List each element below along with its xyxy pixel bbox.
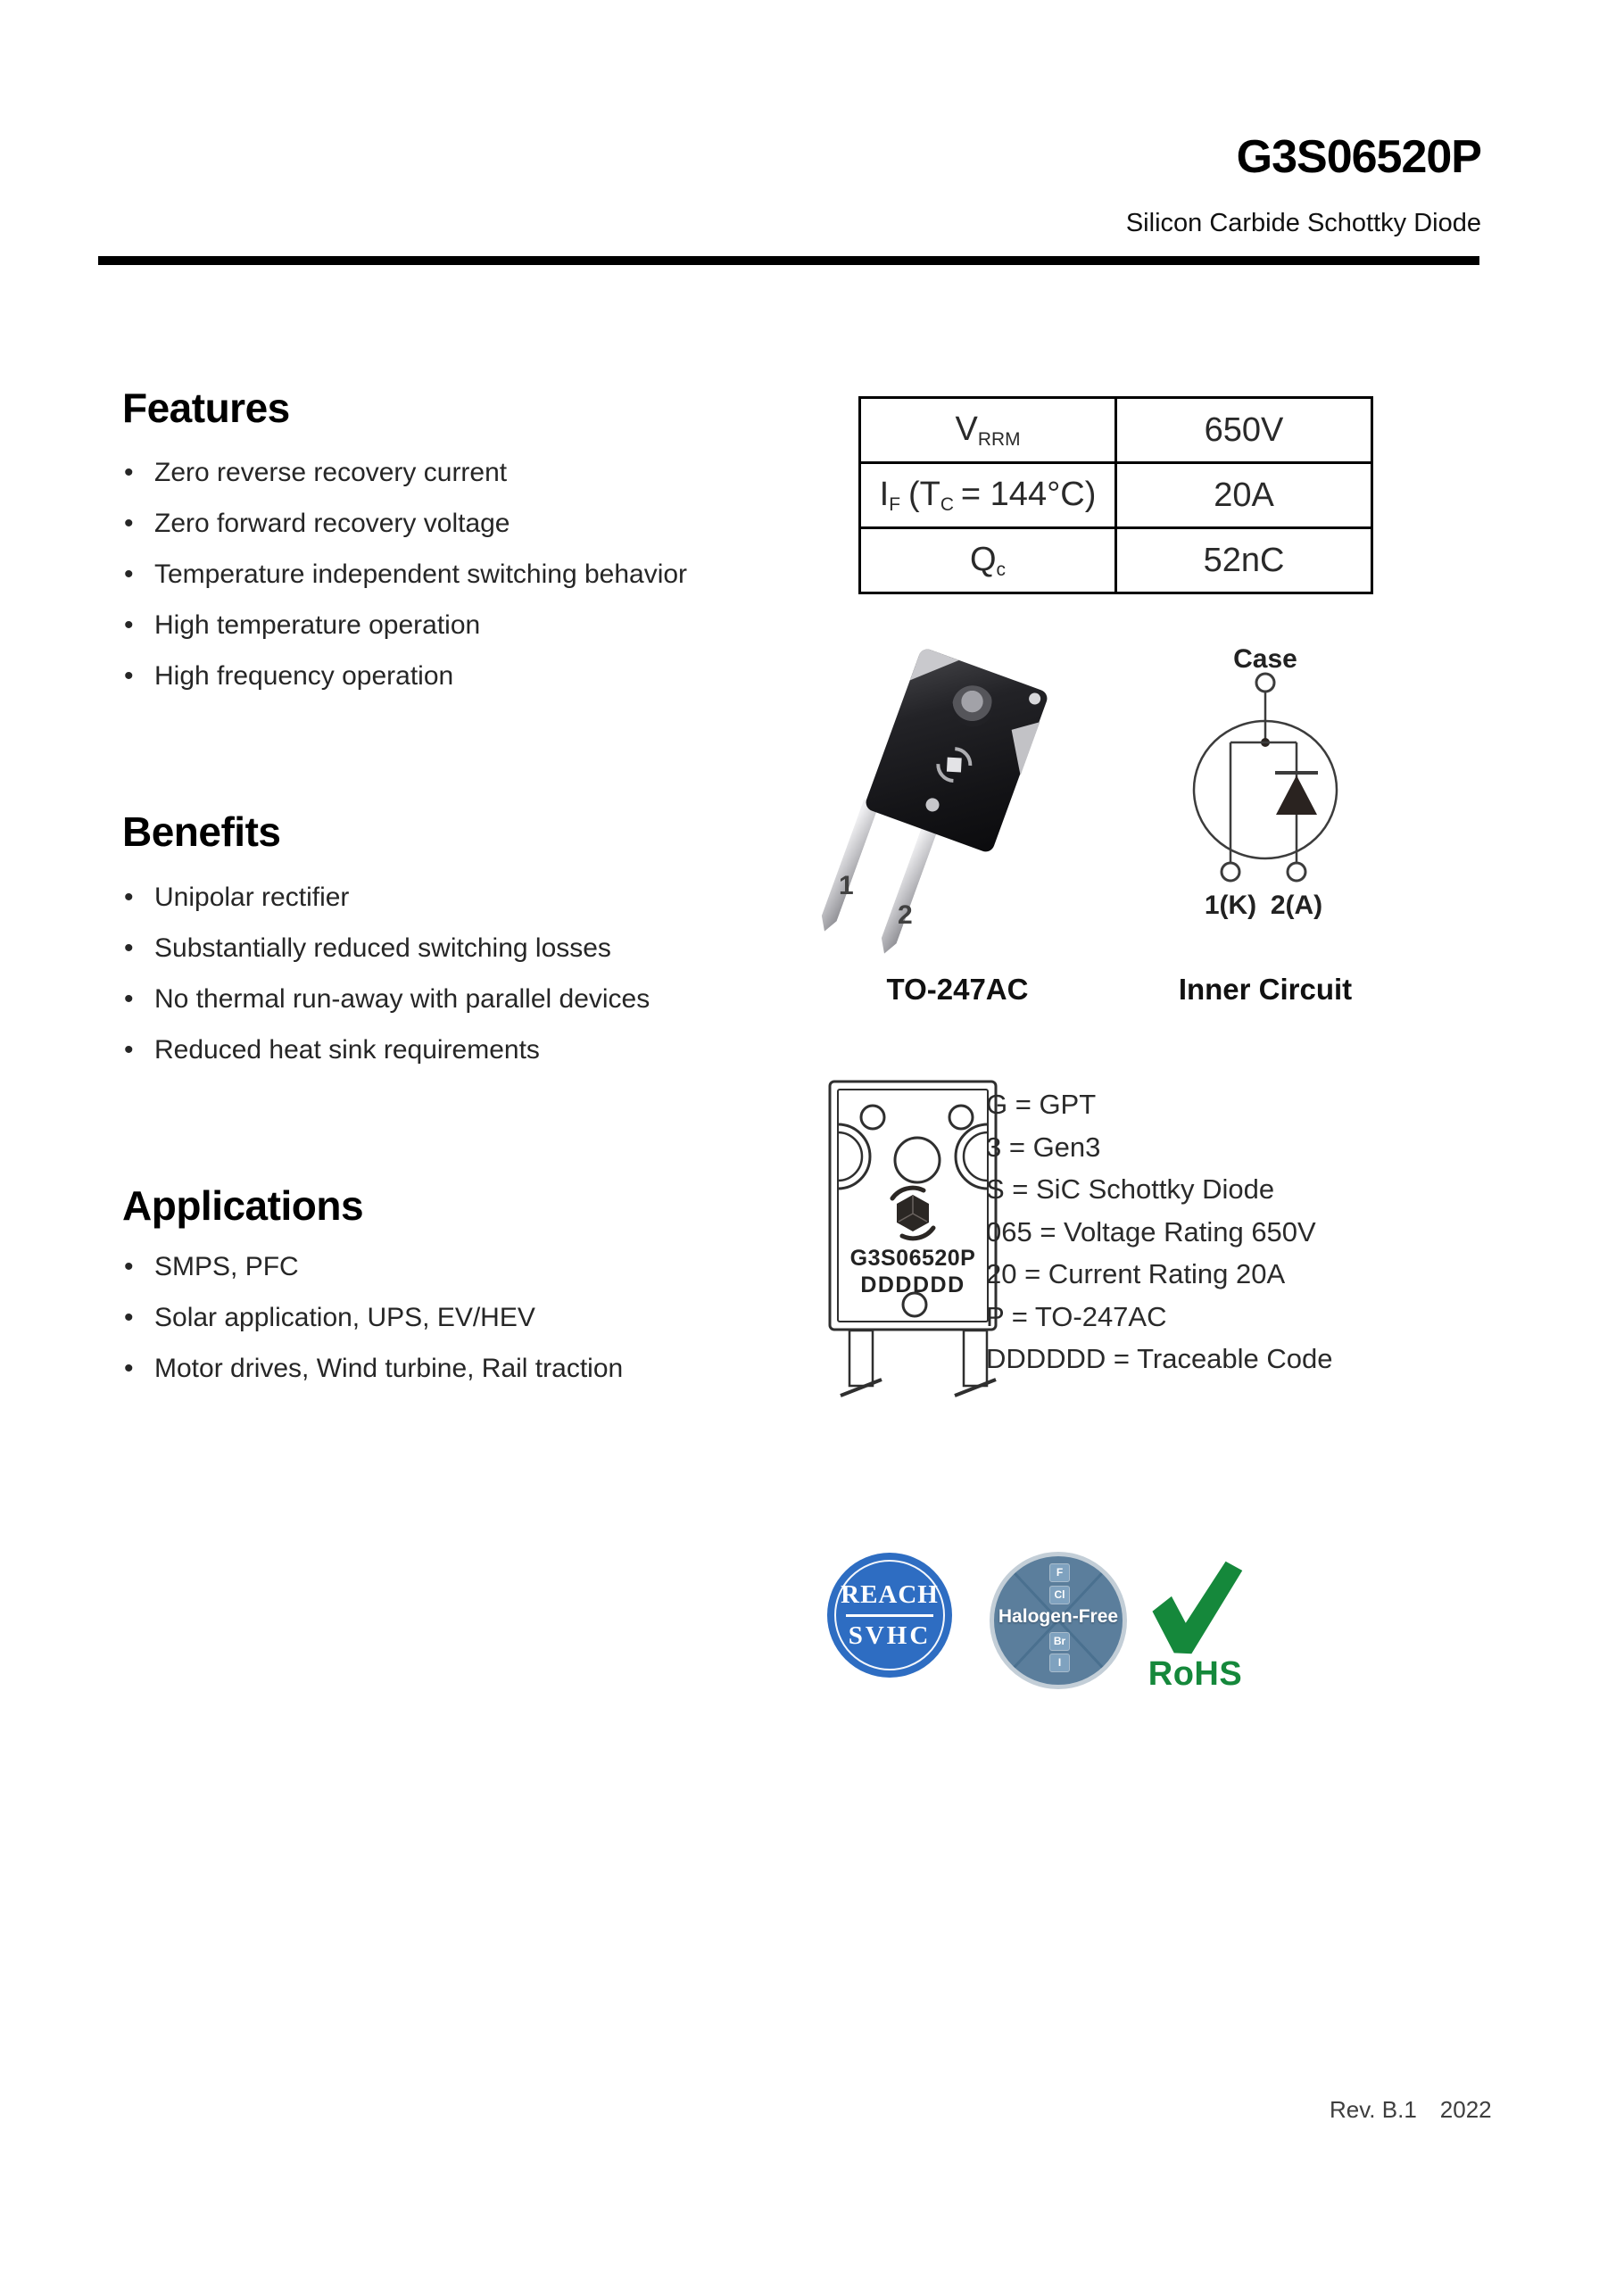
revision-footer [1330, 2096, 1492, 2124]
table-row [860, 463, 1372, 528]
page-subtitle: Silicon Carbide Schottky Diode [1125, 209, 1481, 237]
package-lead-2 [877, 821, 940, 957]
pin-1-label: 1 [839, 871, 854, 900]
reach-svhc-badge [827, 1553, 952, 1678]
benefits-heading: Benefits [122, 808, 281, 855]
lead-foot [955, 1380, 996, 1396]
element-chip: I [1049, 1654, 1070, 1672]
decoder-line: 3 = Gen3 [986, 1131, 1101, 1163]
terminal-1-label: 1(K) [1204, 891, 1257, 920]
halogen-free-label: Halogen-Free [998, 1606, 1119, 1627]
metal-dot [924, 796, 940, 813]
application-item: • Motor drives, Wind turbine, Rail traction [122, 1343, 623, 1394]
package-caption: TO-247AC [886, 973, 1029, 1006]
rohs-badge [1135, 1556, 1255, 1694]
inner-circuit-caption: Inner Circuit [1178, 973, 1353, 1006]
terminal-2 [1288, 863, 1305, 881]
element-chip: F [1049, 1563, 1070, 1582]
diode-symbol [1276, 775, 1317, 815]
rohs-label: RoHS [1148, 1655, 1243, 1693]
features-heading: Features [122, 385, 290, 431]
feature-item: • Zero forward recovery voltage [122, 498, 687, 549]
param-cell: $I_F$ $(T_C = 144^\circ C)$ [860, 463, 1116, 528]
metal-dot [1027, 692, 1042, 707]
side-notch [956, 1124, 988, 1189]
reach-label: REACH [841, 1579, 939, 1609]
table-row [860, 528, 1372, 593]
benefit-item: • Unipolar rectifier [122, 872, 650, 923]
corner-hole [949, 1106, 973, 1129]
reach-divider [846, 1614, 933, 1617]
header-rule [98, 256, 1479, 265]
benefits-list [122, 872, 650, 1075]
marking-diagram [828, 1080, 1002, 1405]
side-notch [838, 1124, 870, 1189]
decoder-line: 065 = Voltage Rating 650V [986, 1215, 1316, 1247]
feature-item: • High frequency operation [122, 651, 687, 701]
param-cell: $Q_c$ [860, 528, 1116, 593]
benefit-item: • Substantially reduced switching losses [122, 923, 650, 974]
revision-year: 2022 [1439, 2096, 1492, 2123]
terminal-1 [1222, 863, 1239, 881]
package-photo [837, 654, 1069, 930]
part-number-decoder [986, 1083, 1333, 1380]
decoder-line: G = GPT [986, 1089, 1097, 1120]
marking-trace-text: DDDDDD [860, 1272, 965, 1297]
feature-item: • Zero reverse recovery current [122, 447, 687, 498]
element-chip: Br [1049, 1632, 1070, 1651]
halogen-free-badge [990, 1552, 1127, 1689]
brand-logo-icon [929, 740, 979, 790]
package-lead-1 [817, 799, 880, 934]
marking-device-text: G3S06520P [849, 1246, 976, 1271]
feature-item: • Temperature independent switching behavior [122, 549, 687, 600]
table-row [860, 398, 1372, 463]
element-chip: Cl [1049, 1586, 1070, 1604]
lead-outline [849, 1330, 873, 1386]
package-body [864, 647, 1050, 854]
rohs-check-icon [1146, 1556, 1246, 1659]
mounting-hole [895, 1138, 940, 1182]
lead-foot [841, 1380, 882, 1396]
metal-shine [910, 647, 959, 694]
corner-hole [861, 1106, 884, 1129]
inner-circuit-diagram [1176, 671, 1355, 885]
pin-2-label: 2 [898, 900, 913, 930]
benefit-item: • No thermal run-away with parallel devices [122, 974, 650, 1024]
feature-item: • High temperature operation [122, 600, 687, 651]
svhc-label: SVHC [848, 1620, 932, 1650]
application-item: • SMPS, PFC [122, 1241, 623, 1292]
terminal-2-label: 2(A) [1270, 891, 1323, 920]
case-terminal [1256, 674, 1274, 692]
key-ratings-table [858, 396, 1373, 594]
mounting-hole [947, 680, 999, 733]
decoder-line: P = TO-247AC [986, 1300, 1167, 1332]
applications-heading: Applications [122, 1182, 364, 1229]
lead-outline [964, 1330, 987, 1386]
value-cell: 650V [1116, 398, 1372, 463]
decoder-line: 20 = Current Rating 20A [986, 1258, 1286, 1289]
value-cell: 20A [1116, 463, 1372, 528]
value-cell: 52nC [1116, 528, 1372, 593]
metal-shine [995, 713, 1040, 775]
revision-label: Rev. B.1 [1330, 2096, 1417, 2123]
param-cell: $V_{RRM}$ [860, 398, 1116, 463]
benefit-item: • Reduced heat sink requirements [122, 1024, 650, 1075]
applications-list [122, 1241, 623, 1394]
decoder-line: S = SiC Schottky Diode [986, 1173, 1275, 1205]
case-label: Case [1233, 644, 1297, 674]
part-number-title: G3S06520P [1236, 131, 1481, 183]
application-item: • Solar application, UPS, EV/HEV [122, 1292, 623, 1343]
decoder-line: DDDDDD = Traceable Code [986, 1343, 1333, 1374]
features-list [122, 447, 687, 701]
